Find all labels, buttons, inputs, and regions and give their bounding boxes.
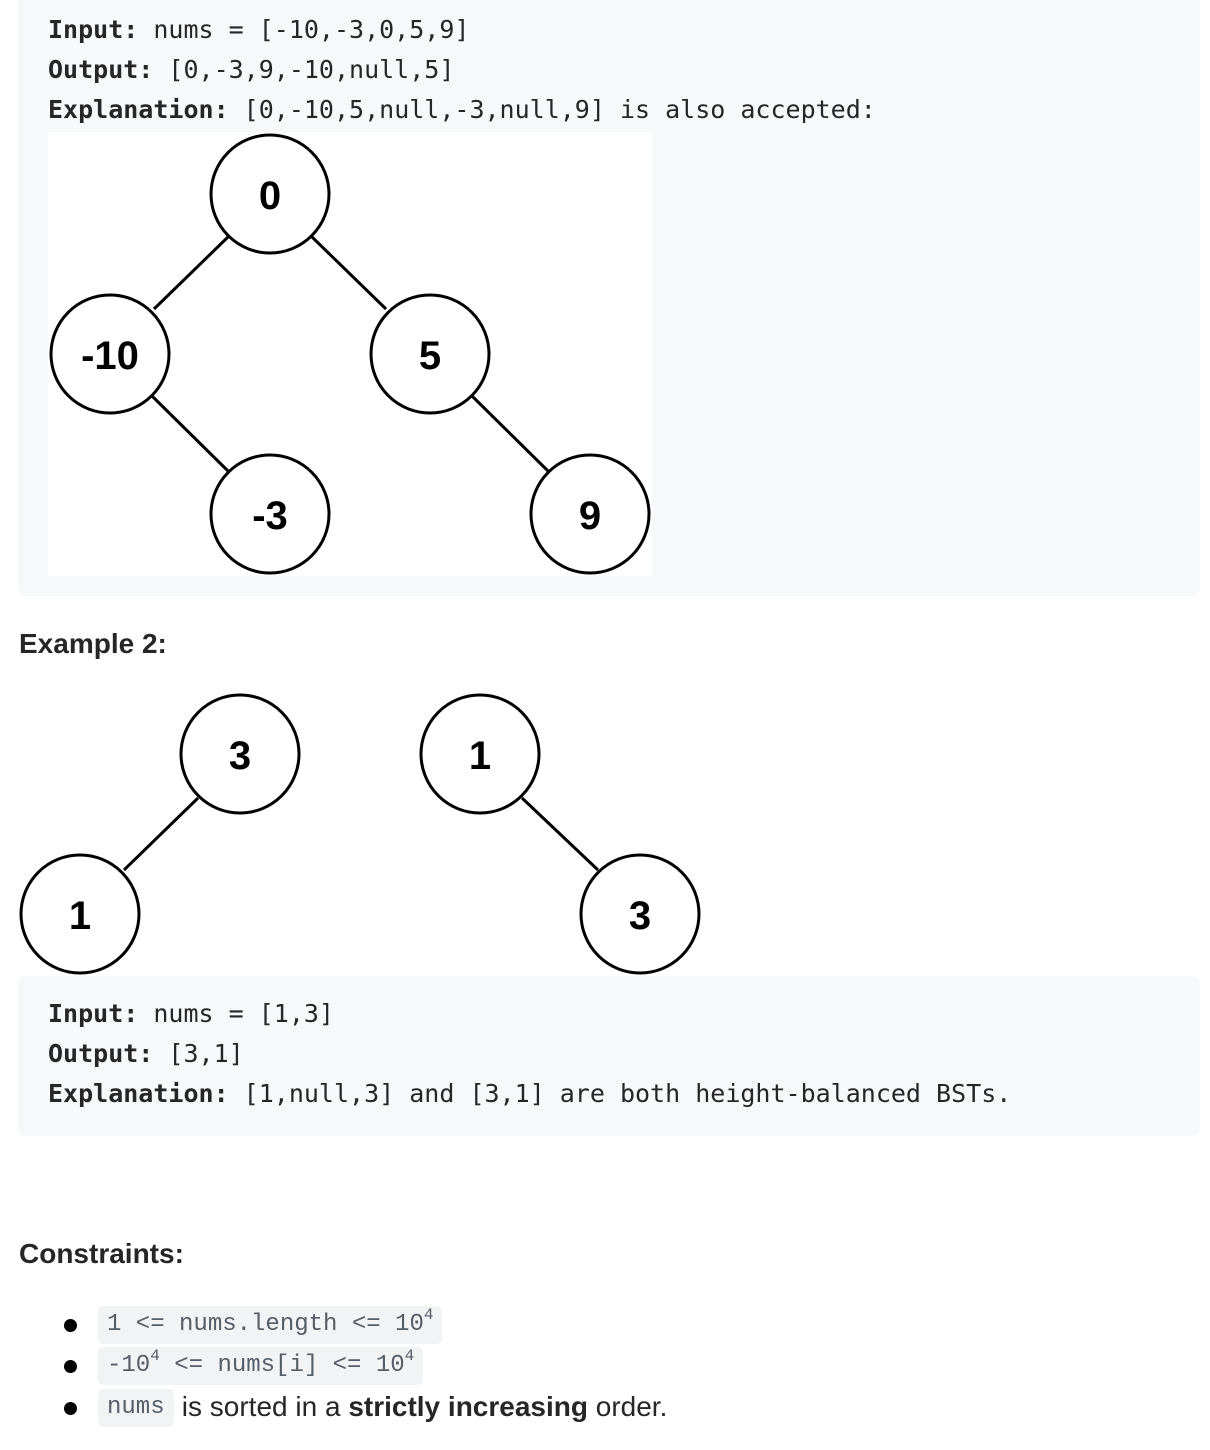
node-label: 3 [628, 894, 652, 938]
example-2-input-line [48, 998, 334, 1030]
constraint-3-bold: strictly increasing [348, 1391, 588, 1422]
output-value: [0,-3,9,-10,null,5] [153, 55, 455, 84]
tree-node [371, 295, 489, 413]
output-label: Output: [48, 1039, 154, 1068]
input-value: nums = [-10,-3,0,5,9] [138, 15, 470, 44]
tree-node [531, 455, 649, 573]
constraints-heading: Constraints: [19, 1238, 184, 1269]
node-label: -3 [252, 494, 288, 538]
tree-node [211, 135, 329, 253]
tree-node [181, 695, 299, 813]
constraint-3-text [174, 1391, 667, 1423]
bullet-icon [64, 1402, 77, 1415]
example-2-heading: Example 2: [19, 628, 167, 659]
explanation-value: [1,null,3] and [3,1] are both height-balanced BSTs. [228, 1079, 1012, 1108]
exponent: 4 [404, 1347, 415, 1365]
node-label: 9 [578, 494, 602, 538]
example-1-output-line [48, 54, 454, 86]
node-label: 1 [68, 894, 92, 938]
tree-node [421, 695, 539, 813]
exponent: 4 [423, 1306, 434, 1324]
example-2-tree-diagram [18, 690, 704, 978]
constraint-2-base: -10 [107, 1352, 151, 1379]
bullet-icon [64, 1360, 77, 1373]
node-label: 0 [258, 174, 282, 218]
explanation-label: Explanation: [48, 1079, 229, 1108]
bullet-icon [64, 1319, 77, 1332]
explanation-value: [0,-10,5,null,-3,null,9] is also accepted: [228, 95, 876, 124]
node-label: 1 [468, 734, 492, 778]
input-label: Input: [48, 15, 139, 44]
constraint-1-text: 1 <= nums.length <= 10 [107, 1311, 424, 1338]
constraint-3-text-1: is sorted in a [174, 1391, 349, 1422]
input-label: Input: [48, 999, 139, 1028]
output-value: [3,1] [153, 1039, 244, 1068]
tree-node [211, 455, 329, 573]
tree-node [51, 295, 169, 413]
input-value: nums = [1,3] [138, 999, 334, 1028]
example-1-explanation-line [48, 94, 876, 126]
node-label: -10 [81, 334, 139, 378]
example-2-explanation-line [48, 1078, 1011, 1110]
example-1-input-line [48, 14, 469, 46]
example-2-block [18, 976, 1200, 1136]
tree-node [21, 855, 139, 973]
inline-code: nums [98, 1389, 174, 1427]
example-1-tree-diagram [48, 132, 652, 576]
list-item [0, 1389, 1210, 1429]
inline-code [98, 1306, 442, 1344]
explanation-label: Explanation: [48, 95, 229, 124]
list-item [0, 1306, 1210, 1346]
list-item [0, 1347, 1210, 1387]
exponent: 4 [150, 1347, 160, 1365]
example-2-output-line [48, 1038, 244, 1070]
constraint-3-text-2: order. [587, 1391, 668, 1422]
tree-node [581, 855, 699, 973]
node-label: 3 [228, 734, 252, 778]
inline-code [98, 1347, 423, 1385]
constraint-2-middle: <= nums[i] <= 10 [159, 1352, 405, 1379]
output-label: Output: [48, 55, 154, 84]
node-label: 5 [418, 334, 442, 378]
